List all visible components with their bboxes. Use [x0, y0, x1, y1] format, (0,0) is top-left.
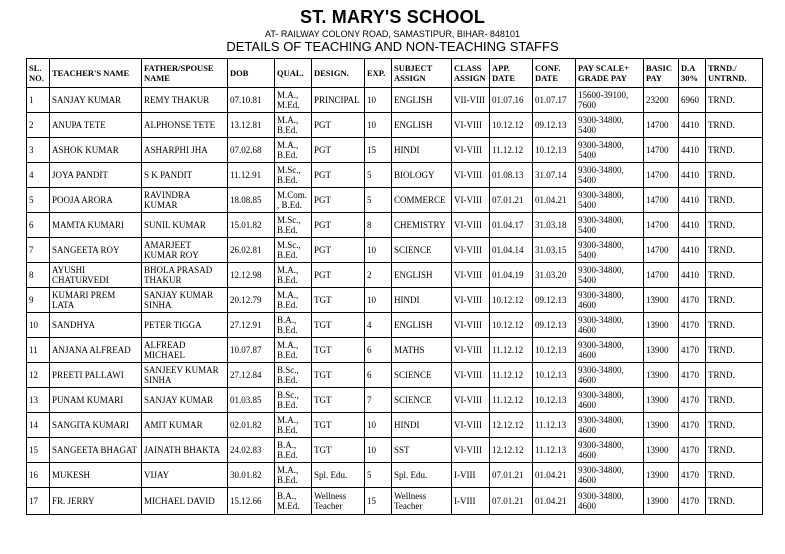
- col-header-conf-date: CONF. DATE: [533, 59, 576, 88]
- cell-da: 4410: [679, 213, 706, 238]
- cell-father-spouse-name: SANJAY KUMAR SINHA: [142, 288, 228, 313]
- table-row: [27, 338, 763, 363]
- cell-father-spouse-name: REMY THAKUR: [142, 88, 228, 113]
- cell-basic-pay: 13900: [644, 488, 679, 515]
- cell-trained: TRND.: [706, 238, 763, 263]
- cell-da: 4170: [679, 388, 706, 413]
- cell-da: 4170: [679, 363, 706, 388]
- cell-teacher-name: ANUPA TETE: [50, 113, 142, 138]
- cell-experience: 5: [365, 163, 392, 188]
- cell-class-assign: VII-VIII: [452, 88, 490, 113]
- table-header-row: [27, 59, 763, 88]
- cell-app-date: 01.04.14: [490, 238, 533, 263]
- cell-dob: 01.03.85: [228, 388, 275, 413]
- cell-conf-date: 31.07.14: [533, 163, 576, 188]
- cell-father-spouse-name: JAINATH BHAKTA: [142, 438, 228, 463]
- cell-father-spouse-name: MICHAEL DAVID: [142, 488, 228, 515]
- cell-class-assign: VI-VIII: [452, 388, 490, 413]
- cell-pay-scale: 9300-34800, 4600: [576, 413, 644, 438]
- cell-qualification: M.A., M.Ed.: [275, 88, 312, 113]
- cell-experience: 5: [365, 188, 392, 213]
- cell-father-spouse-name: SANJAY KUMAR: [142, 388, 228, 413]
- cell-class-assign: VI-VIII: [452, 338, 490, 363]
- cell-basic-pay: 14700: [644, 238, 679, 263]
- cell-app-date: 11.12.12: [490, 363, 533, 388]
- cell-sl-no: 2: [27, 113, 50, 138]
- cell-da: 4170: [679, 288, 706, 313]
- cell-designation: PRINCIPAL: [312, 88, 365, 113]
- cell-da: 4170: [679, 338, 706, 363]
- cell-app-date: 12.12.12: [490, 413, 533, 438]
- cell-experience: 6: [365, 363, 392, 388]
- cell-qualification: M.A., B.Ed.: [275, 138, 312, 163]
- cell-pay-scale: 9300-34800, 4600: [576, 338, 644, 363]
- col-header-father-spouse-name: FATHER/SPOUSE NAME: [142, 59, 228, 88]
- cell-father-spouse-name: S K PANDIT: [142, 163, 228, 188]
- cell-father-spouse-name: SANJEEV KUMAR SINHA: [142, 363, 228, 388]
- cell-subject-assign: HINDI: [392, 413, 452, 438]
- cell-app-date: 07.01.21: [490, 188, 533, 213]
- cell-conf-date: 31.03.18: [533, 213, 576, 238]
- cell-da: 4170: [679, 413, 706, 438]
- cell-app-date: 10.12.12: [490, 313, 533, 338]
- cell-teacher-name: MAMTA KUMARI: [50, 213, 142, 238]
- cell-basic-pay: 14700: [644, 213, 679, 238]
- cell-qualification: B.A., B.Ed.: [275, 438, 312, 463]
- cell-dob: 18.08.85: [228, 188, 275, 213]
- cell-trained: TRND.: [706, 163, 763, 188]
- cell-pay-scale: 9300-34800, 4600: [576, 288, 644, 313]
- cell-sl-no: 15: [27, 438, 50, 463]
- cell-experience: 10: [365, 238, 392, 263]
- cell-designation: TGT: [312, 288, 365, 313]
- cell-teacher-name: POOJA ARORA: [50, 188, 142, 213]
- cell-teacher-name: MUKESH: [50, 463, 142, 488]
- cell-conf-date: 09.12.13: [533, 288, 576, 313]
- cell-pay-scale: 9300-34800, 5400: [576, 263, 644, 288]
- cell-subject-assign: ENGLISH: [392, 313, 452, 338]
- col-header-designation: DESIGN.: [312, 59, 365, 88]
- cell-experience: 6: [365, 338, 392, 363]
- cell-da: 4410: [679, 138, 706, 163]
- table-row: [27, 388, 763, 413]
- cell-pay-scale: 9300-34800, 4600: [576, 313, 644, 338]
- cell-app-date: 07.01.21: [490, 463, 533, 488]
- cell-trained: TRND.: [706, 88, 763, 113]
- cell-sl-no: 3: [27, 138, 50, 163]
- cell-teacher-name: SANGEETA ROY: [50, 238, 142, 263]
- cell-basic-pay: 13900: [644, 388, 679, 413]
- cell-teacher-name: SANGEETA BHAGAT: [50, 438, 142, 463]
- cell-designation: PGT: [312, 113, 365, 138]
- cell-trained: TRND.: [706, 438, 763, 463]
- cell-teacher-name: KUMARI PREM LATA: [50, 288, 142, 313]
- cell-qualification: M.Sc., B.Ed.: [275, 238, 312, 263]
- table-row: [27, 313, 763, 338]
- cell-app-date: 10.12.12: [490, 288, 533, 313]
- table-row: [27, 88, 763, 113]
- cell-dob: 15.01.82: [228, 213, 275, 238]
- cell-qualification: M.Sc., B.Ed.: [275, 213, 312, 238]
- cell-sl-no: 5: [27, 188, 50, 213]
- cell-da: 4410: [679, 238, 706, 263]
- table-row: [27, 413, 763, 438]
- cell-basic-pay: 14700: [644, 113, 679, 138]
- cell-class-assign: VI-VIII: [452, 138, 490, 163]
- cell-designation: TGT: [312, 388, 365, 413]
- cell-pay-scale: 15600-39100, 7600: [576, 88, 644, 113]
- cell-designation: PGT: [312, 213, 365, 238]
- table-row: [27, 238, 763, 263]
- col-header-trained: TRND./ UNTRND.: [706, 59, 763, 88]
- cell-dob: 27.12.91: [228, 313, 275, 338]
- cell-pay-scale: 9300-34800, 4600: [576, 463, 644, 488]
- cell-da: 4410: [679, 113, 706, 138]
- col-header-da: D.A 30%: [679, 59, 706, 88]
- cell-class-assign: I-VIII: [452, 488, 490, 515]
- cell-subject-assign: SCIENCE: [392, 363, 452, 388]
- cell-sl-no: 8: [27, 263, 50, 288]
- cell-conf-date: 01.04.21: [533, 188, 576, 213]
- cell-dob: 11.12.91: [228, 163, 275, 188]
- cell-designation: Spl. Edu.: [312, 463, 365, 488]
- cell-basic-pay: 14700: [644, 188, 679, 213]
- cell-dob: 30.01.82: [228, 463, 275, 488]
- table-row: [27, 363, 763, 388]
- cell-app-date: 12.12.12: [490, 438, 533, 463]
- cell-basic-pay: 13900: [644, 438, 679, 463]
- cell-basic-pay: 13900: [644, 413, 679, 438]
- cell-experience: 10: [365, 413, 392, 438]
- cell-conf-date: 09.12.13: [533, 113, 576, 138]
- cell-pay-scale: 9300-34800, 4600: [576, 363, 644, 388]
- cell-teacher-name: ANJANA ALFREAD: [50, 338, 142, 363]
- cell-app-date: 07.01.21: [490, 488, 533, 515]
- cell-father-spouse-name: PETER TIGGA: [142, 313, 228, 338]
- cell-trained: TRND.: [706, 213, 763, 238]
- cell-app-date: 10.12.12: [490, 113, 533, 138]
- cell-sl-no: 10: [27, 313, 50, 338]
- cell-da: 4170: [679, 438, 706, 463]
- cell-conf-date: 11.12.13: [533, 438, 576, 463]
- cell-class-assign: VI-VIII: [452, 238, 490, 263]
- cell-father-spouse-name: ALPHONSE TETE: [142, 113, 228, 138]
- school-name: ST. MARY'S SCHOOL: [299, 7, 486, 27]
- cell-subject-assign: MATHS: [392, 338, 452, 363]
- school-address: AT- RAILWAY COLONY ROAD, SAMASTIPUR, BIHAR- 848101: [265, 29, 520, 39]
- cell-subject-assign: ENGLISH: [392, 88, 452, 113]
- cell-designation: PGT: [312, 263, 365, 288]
- cell-father-spouse-name: VIJAY: [142, 463, 228, 488]
- cell-sl-no: 7: [27, 238, 50, 263]
- table-row: [27, 488, 763, 515]
- table-row: [27, 288, 763, 313]
- cell-trained: TRND.: [706, 413, 763, 438]
- cell-subject-assign: ENGLISH: [392, 113, 452, 138]
- cell-qualification: B.A., M.Ed.: [275, 488, 312, 515]
- cell-teacher-name: SANJAY KUMAR: [50, 88, 142, 113]
- cell-subject-assign: SCIENCE: [392, 388, 452, 413]
- cell-subject-assign: Spl. Edu.: [392, 463, 452, 488]
- cell-sl-no: 13: [27, 388, 50, 413]
- cell-class-assign: VI-VIII: [452, 113, 490, 138]
- cell-trained: TRND.: [706, 288, 763, 313]
- cell-qualification: M.Com. , B.Ed.: [275, 188, 312, 213]
- cell-da: 4410: [679, 188, 706, 213]
- cell-da: 4410: [679, 263, 706, 288]
- cell-conf-date: 31.03.15: [533, 238, 576, 263]
- cell-designation: TGT: [312, 438, 365, 463]
- cell-teacher-name: FR. JERRY: [50, 488, 142, 515]
- col-header-sl-no: SL. NO.: [27, 59, 50, 88]
- cell-experience: 8: [365, 213, 392, 238]
- cell-experience: 4: [365, 313, 392, 338]
- cell-subject-assign: COMMERCE: [392, 188, 452, 213]
- table-row: [27, 138, 763, 163]
- table-row: [27, 188, 763, 213]
- cell-qualification: M.A., B.Ed.: [275, 463, 312, 488]
- cell-qualification: M.A., B.Ed.: [275, 288, 312, 313]
- cell-pay-scale: 9300-34800, 4600: [576, 488, 644, 515]
- table-row: [27, 463, 763, 488]
- table-row: [27, 438, 763, 463]
- cell-class-assign: VI-VIII: [452, 413, 490, 438]
- cell-basic-pay: 13900: [644, 463, 679, 488]
- cell-basic-pay: 13900: [644, 338, 679, 363]
- cell-designation: TGT: [312, 313, 365, 338]
- cell-teacher-name: ASHOK KUMAR: [50, 138, 142, 163]
- cell-trained: TRND.: [706, 113, 763, 138]
- cell-experience: 2: [365, 263, 392, 288]
- cell-app-date: 01.04.17: [490, 213, 533, 238]
- table-row: [27, 163, 763, 188]
- cell-pay-scale: 9300-34800, 4600: [576, 438, 644, 463]
- cell-father-spouse-name: AMIT KUMAR: [142, 413, 228, 438]
- cell-conf-date: 10.12.13: [533, 363, 576, 388]
- cell-conf-date: 01.07.17: [533, 88, 576, 113]
- col-header-basic-pay: BASIC PAY: [644, 59, 679, 88]
- cell-experience: 15: [365, 138, 392, 163]
- cell-experience: 10: [365, 288, 392, 313]
- cell-qualification: B.Sc., B.Ed.: [275, 363, 312, 388]
- cell-dob: 02.01.82: [228, 413, 275, 438]
- cell-dob: 24.02.83: [228, 438, 275, 463]
- cell-teacher-name: SANGITA KUMARI: [50, 413, 142, 438]
- cell-subject-assign: SCIENCE: [392, 238, 452, 263]
- cell-trained: TRND.: [706, 138, 763, 163]
- table-body: [27, 88, 763, 515]
- cell-dob: 12.12.98: [228, 263, 275, 288]
- cell-class-assign: VI-VIII: [452, 288, 490, 313]
- cell-class-assign: VI-VIII: [452, 163, 490, 188]
- cell-trained: TRND.: [706, 363, 763, 388]
- cell-subject-assign: Wellness Teacher: [392, 488, 452, 515]
- cell-designation: PGT: [312, 238, 365, 263]
- cell-experience: 7: [365, 388, 392, 413]
- cell-conf-date: 31.03.20: [533, 263, 576, 288]
- col-header-qualification: QUAL.: [275, 59, 312, 88]
- cell-designation: PGT: [312, 188, 365, 213]
- cell-class-assign: VI-VIII: [452, 213, 490, 238]
- cell-app-date: 11.12.12: [490, 138, 533, 163]
- cell-trained: TRND.: [706, 463, 763, 488]
- cell-dob: 27.12.84: [228, 363, 275, 388]
- cell-qualification: M.A., B.Ed.: [275, 113, 312, 138]
- cell-da: 4170: [679, 488, 706, 515]
- cell-dob: 07.10.81: [228, 88, 275, 113]
- cell-dob: 26.02.81: [228, 238, 275, 263]
- cell-subject-assign: HINDI: [392, 138, 452, 163]
- cell-sl-no: 9: [27, 288, 50, 313]
- col-header-subject-assign: SUBJECT ASSIGN: [392, 59, 452, 88]
- cell-sl-no: 12: [27, 363, 50, 388]
- col-header-app-date: APP. DATE: [490, 59, 533, 88]
- cell-basic-pay: 13900: [644, 363, 679, 388]
- cell-class-assign: I-VIII: [452, 463, 490, 488]
- cell-class-assign: VI-VIII: [452, 263, 490, 288]
- cell-dob: 20.12.79: [228, 288, 275, 313]
- document-subtitle: DETAILS OF TEACHING AND NON-TEACHING STAFFS: [226, 39, 559, 54]
- cell-teacher-name: PREETI PALLAWI: [50, 363, 142, 388]
- cell-trained: TRND.: [706, 263, 763, 288]
- cell-dob: 15.12.66: [228, 488, 275, 515]
- cell-dob: 13.12.81: [228, 113, 275, 138]
- cell-da: 4170: [679, 313, 706, 338]
- cell-class-assign: VI-VIII: [452, 363, 490, 388]
- cell-experience: 10: [365, 88, 392, 113]
- cell-qualification: M.A., B.Ed.: [275, 338, 312, 363]
- cell-designation: TGT: [312, 413, 365, 438]
- cell-teacher-name: SANDHYA: [50, 313, 142, 338]
- cell-trained: TRND.: [706, 388, 763, 413]
- cell-pay-scale: 9300-34800, 5400: [576, 113, 644, 138]
- cell-basic-pay: 14700: [644, 163, 679, 188]
- cell-father-spouse-name: ASHARPHI JHA: [142, 138, 228, 163]
- staff-table: [26, 58, 763, 515]
- cell-sl-no: 11: [27, 338, 50, 363]
- cell-teacher-name: PUNAM KUMARI: [50, 388, 142, 413]
- cell-class-assign: VI-VIII: [452, 188, 490, 213]
- cell-subject-assign: BIOLOGY: [392, 163, 452, 188]
- cell-basic-pay: 23200: [644, 88, 679, 113]
- cell-father-spouse-name: SUNIL KUMAR: [142, 213, 228, 238]
- cell-da: 6960: [679, 88, 706, 113]
- table-row: [27, 213, 763, 238]
- cell-conf-date: 01.04.21: [533, 488, 576, 515]
- cell-designation: Wellness Teacher: [312, 488, 365, 515]
- cell-qualification: M.A., B.Ed.: [275, 263, 312, 288]
- cell-father-spouse-name: BHOLA PRASAD THAKUR: [142, 263, 228, 288]
- col-header-dob: DOB: [228, 59, 275, 88]
- table-row: [27, 263, 763, 288]
- col-header-pay-scale: PAY SCALE+ GRADE PAY: [576, 59, 644, 88]
- cell-sl-no: 16: [27, 463, 50, 488]
- col-header-class-assign: CLASS ASSIGN: [452, 59, 490, 88]
- cell-designation: TGT: [312, 363, 365, 388]
- cell-subject-assign: HINDI: [392, 288, 452, 313]
- cell-experience: 5: [365, 463, 392, 488]
- cell-designation: PGT: [312, 163, 365, 188]
- cell-subject-assign: SST: [392, 438, 452, 463]
- cell-pay-scale: 9300-34800, 5400: [576, 213, 644, 238]
- cell-designation: TGT: [312, 338, 365, 363]
- cell-teacher-name: JOYA PANDIT: [50, 163, 142, 188]
- cell-experience: 15: [365, 488, 392, 515]
- cell-qualification: M.Sc., B.Ed.: [275, 163, 312, 188]
- cell-dob: 07.02.68: [228, 138, 275, 163]
- col-header-teacher-name: TEACHER'S NAME: [50, 59, 142, 88]
- cell-qualification: M.A., B.Ed.: [275, 413, 312, 438]
- cell-sl-no: 17: [27, 488, 50, 515]
- cell-trained: TRND.: [706, 188, 763, 213]
- cell-class-assign: VI-VIII: [452, 438, 490, 463]
- cell-qualification: B.Sc., B.Ed.: [275, 388, 312, 413]
- cell-sl-no: 6: [27, 213, 50, 238]
- cell-da: 4410: [679, 163, 706, 188]
- cell-conf-date: 10.12.13: [533, 388, 576, 413]
- cell-app-date: 01.07.16: [490, 88, 533, 113]
- cell-basic-pay: 13900: [644, 313, 679, 338]
- cell-father-spouse-name: AMARJEET KUMAR ROY: [142, 238, 228, 263]
- cell-sl-no: 4: [27, 163, 50, 188]
- cell-basic-pay: 14700: [644, 263, 679, 288]
- cell-experience: 10: [365, 438, 392, 463]
- cell-pay-scale: 9300-34800, 5400: [576, 238, 644, 263]
- table-row: [27, 113, 763, 138]
- cell-pay-scale: 9300-34800, 5400: [576, 163, 644, 188]
- cell-sl-no: 14: [27, 413, 50, 438]
- cell-sl-no: 1: [27, 88, 50, 113]
- cell-dob: 10.07.87: [228, 338, 275, 363]
- cell-trained: TRND.: [706, 338, 763, 363]
- cell-experience: 10: [365, 113, 392, 138]
- cell-trained: TRND.: [706, 313, 763, 338]
- cell-basic-pay: 13900: [644, 288, 679, 313]
- cell-father-spouse-name: RAVINDRA KUMAR: [142, 188, 228, 213]
- cell-app-date: 01.08.13: [490, 163, 533, 188]
- cell-conf-date: 10.12.13: [533, 338, 576, 363]
- cell-subject-assign: CHEMISTRY: [392, 213, 452, 238]
- cell-qualification: B.A., B.Ed.: [275, 313, 312, 338]
- cell-app-date: 01.04.19: [490, 263, 533, 288]
- cell-subject-assign: ENGLISH: [392, 263, 452, 288]
- cell-basic-pay: 14700: [644, 138, 679, 163]
- cell-app-date: 11.12.12: [490, 388, 533, 413]
- cell-da: 4170: [679, 463, 706, 488]
- col-header-experience: EXP.: [365, 59, 392, 88]
- cell-conf-date: 09.12.13: [533, 313, 576, 338]
- cell-pay-scale: 9300-34800, 5400: [576, 188, 644, 213]
- cell-app-date: 11.12.12: [490, 338, 533, 363]
- cell-conf-date: 11.12.13: [533, 413, 576, 438]
- cell-trained: TRND.: [706, 488, 763, 515]
- cell-class-assign: VI-VIII: [452, 313, 490, 338]
- cell-pay-scale: 9300-34800, 5400: [576, 138, 644, 163]
- cell-conf-date: 01.04.21: [533, 463, 576, 488]
- cell-father-spouse-name: ALFREAD MICHAEL: [142, 338, 228, 363]
- cell-conf-date: 10.12.13: [533, 138, 576, 163]
- cell-teacher-name: AYUSHI CHATURVEDI: [50, 263, 142, 288]
- cell-designation: PGT: [312, 138, 365, 163]
- cell-pay-scale: 9300-34800, 4600: [576, 388, 644, 413]
